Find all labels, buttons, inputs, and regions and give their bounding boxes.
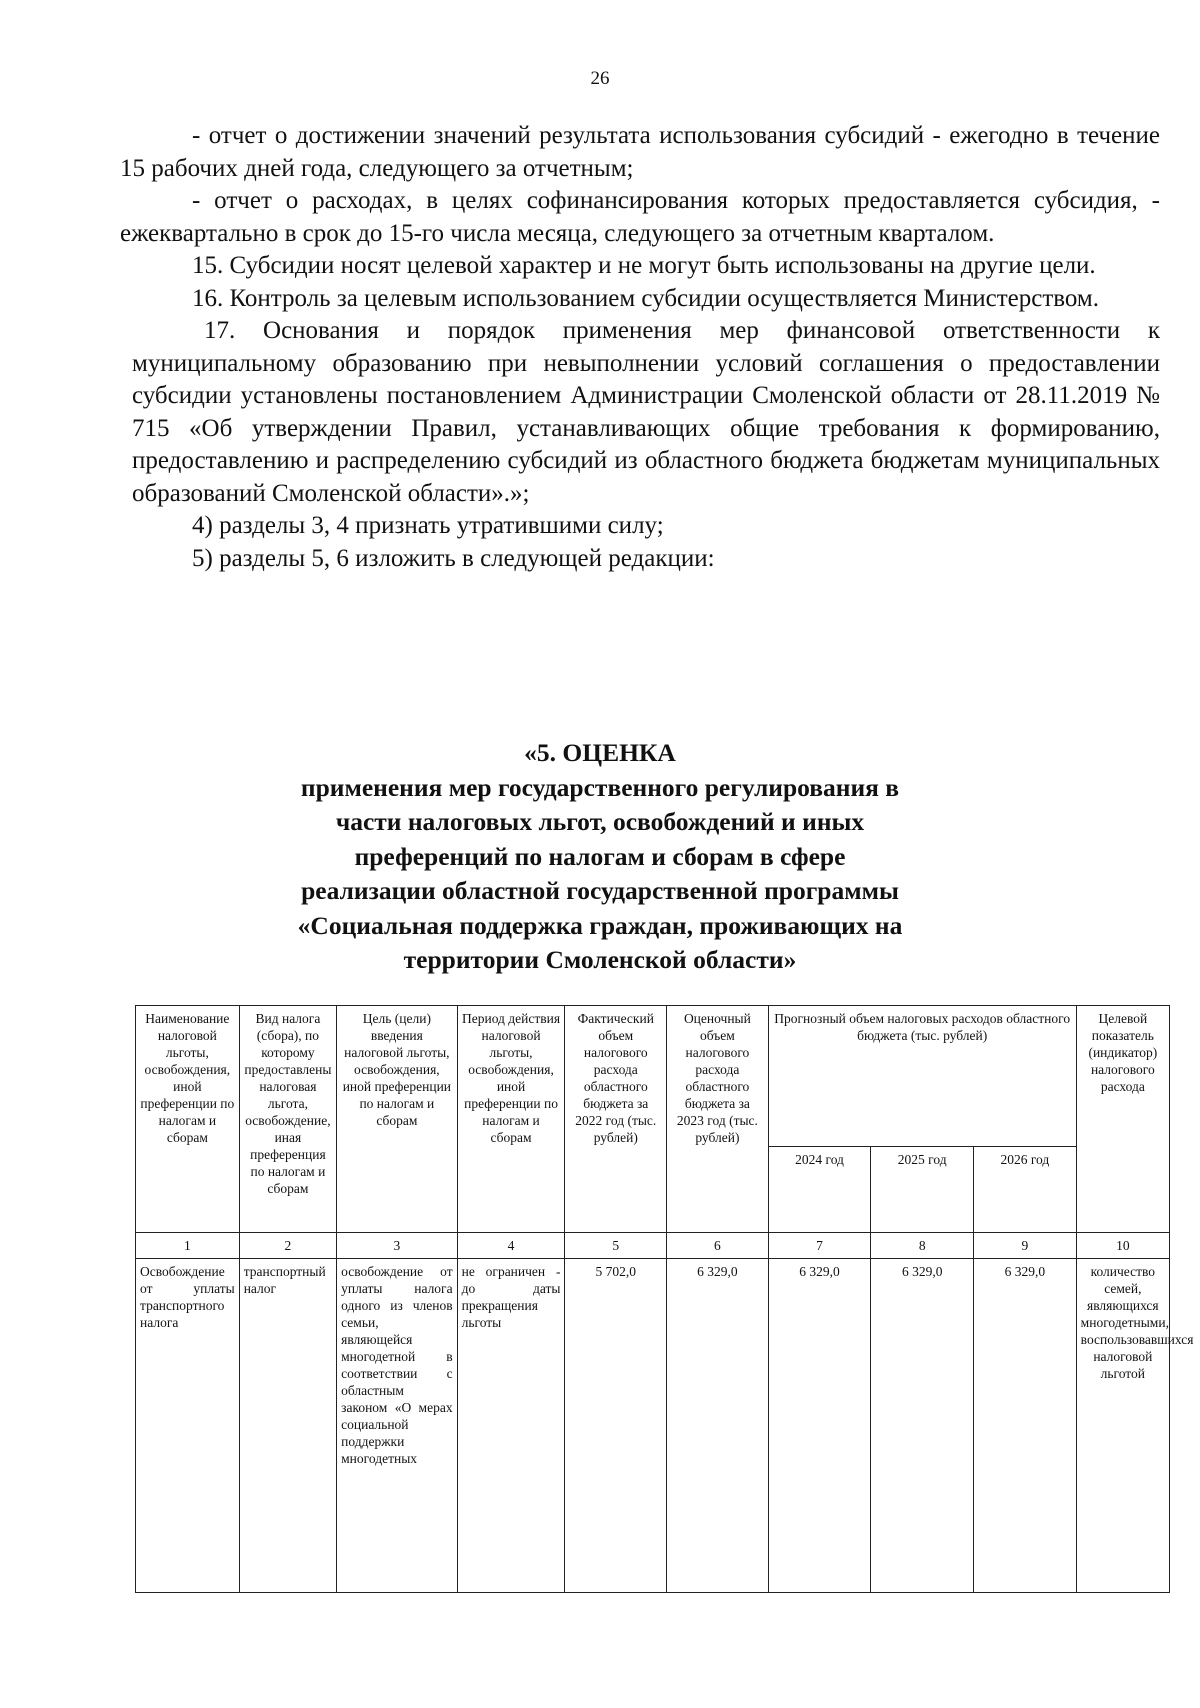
cell-estimate-2023: 6 329,0 — [667, 1259, 769, 1593]
header-tax-benefit-name: Наименование налоговой льготы, освобождения, иной преференции по налогам и сборам — [136, 1006, 240, 1233]
heading-line: части налоговых льгот, освобождений и иных — [335, 807, 865, 836]
table-header-row — [136, 1006, 1170, 1147]
column-number: 9 — [974, 1233, 1077, 1259]
heading-line: применения мер государственного регулирования в — [300, 772, 900, 802]
cell-tax-type: транспортный налог — [239, 1259, 336, 1593]
header-tax-type: Вид налога (сбора), по которому предоставлены налоговая льгота, освобождение, иная преференция по налогам и сборам — [239, 1006, 336, 1233]
paragraph-report-results: - отчет о достижении значений результата использования субсидий - ежегодно в течение 15 рабочих дней года, следующего за отчетным; — [120, 122, 1160, 182]
tax-expenditure-table — [135, 1005, 1194, 1593]
paragraph-item-5: 5) разделы 5, 6 изложить в следующей редакции: — [192, 544, 715, 572]
heading-line: «5. ОЦЕНКА — [524, 738, 676, 767]
paragraph-item-4: 4) разделы 3, 4 признать утратившими силу; — [192, 512, 664, 539]
cell-forecast-2025: 6 329,0 — [871, 1259, 974, 1593]
column-number-row — [136, 1233, 1170, 1259]
paragraph-report-expenses: - отчет о расходах, в целях софинансирования которых предоставляется субсидия, - ежеквартально в срок до 15-го числа месяца, следующего за отчетным кварталом. — [120, 187, 1160, 247]
cell-forecast-2026: 6 329,0 — [974, 1259, 1077, 1593]
header-year-2025: 2025 год — [871, 1147, 974, 1233]
heading-line: реализации областной государственной программы — [301, 876, 899, 905]
heading-line: территории Смоленской области» — [403, 945, 797, 974]
column-number: 7 — [768, 1233, 871, 1259]
table-row — [136, 1259, 1170, 1593]
heading-line: преференций по налогам и сборам в сфере — [354, 841, 846, 871]
column-number: 2 — [239, 1233, 336, 1259]
cell-forecast-2024: 6 329,0 — [768, 1259, 871, 1593]
header-fact-2022: Фактический объем налогового расхода областного бюджета за 2022 год (тыс. рублей) — [565, 1006, 667, 1233]
paragraph-15: 15. Субсидии носят целевой характер и не могут быть использованы на другие цели. — [192, 252, 1096, 279]
cell-period: не ограничен - до даты прекращения льготы — [457, 1259, 565, 1593]
column-number: 8 — [871, 1233, 974, 1259]
column-number: 3 — [337, 1233, 457, 1259]
column-number: 10 — [1076, 1233, 1169, 1259]
page-number: 26 — [590, 68, 610, 89]
cell-fact-2022: 5 702,0 — [565, 1259, 667, 1593]
header-goal: Цель (цели) введения налоговой льготы, освобождения, иной преференции по налогам и сборам — [337, 1006, 457, 1233]
header-year-2026: 2026 год — [974, 1147, 1077, 1233]
header-year-2024: 2024 год — [768, 1147, 871, 1233]
column-number: 6 — [667, 1233, 769, 1259]
paragraph-16: 16. Контроль за целевым использованием субсидии осуществляется Министерством. — [192, 284, 1099, 312]
column-number: 5 — [565, 1233, 667, 1259]
column-number: 4 — [457, 1233, 565, 1259]
header-period: Период действия налоговой льготы, освобождения, иной преференции по налогам и сборам — [457, 1006, 565, 1233]
cell-target-indicator: количество семей, являющихся многодетными, воспользовавшихся налоговой льготой — [1076, 1259, 1169, 1593]
cell-goal: освобождение от уплаты налога одного из членов семьи, являющейся многодетной в соответствии с областным законом «О мерах социальной поддержки многодетных — [337, 1259, 457, 1593]
header-target-indicator: Целевой показатель (индикатор) налогового расхода — [1076, 1006, 1169, 1233]
header-forecast-group: Прогнозный объем налоговых расходов областного бюджета (тыс. рублей) — [768, 1006, 1076, 1147]
paragraph-17: 17. Основания и порядок применения мер финансовой ответственности к муниципальному образованию при невыполнении условий соглашения о предоставлении субсидии установлены постановлением Администрации Смоленской области от 28.11.2019 № 715 «Об утверждении Правил, устанавливающих общие требования к формированию, предоставлению и распределению субсидий из областного бюджета бюджетам муниципальных образований Смоленской области».»; — [132, 317, 1160, 507]
heading-line: «Социальная поддержка граждан, проживающих на — [297, 910, 903, 940]
column-number: 1 — [136, 1233, 240, 1259]
header-estimate-2023: Оценочный объем налогового расхода областного бюджета за 2023 год (тыс. рублей) — [667, 1006, 769, 1233]
body-text — [120, 120, 1160, 575]
section-heading — [240, 736, 960, 978]
cell-benefit-name: Освобождение от уплаты транспортного налога — [136, 1259, 240, 1593]
